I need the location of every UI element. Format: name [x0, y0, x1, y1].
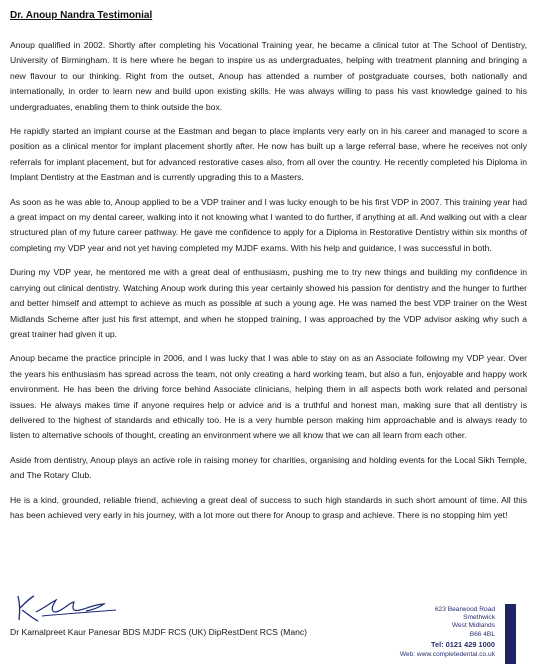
paragraph: As soon as he was able to, Anoup applied to be a VDP trainer and I was lucky enough to be his first VDP in 2007. This training year had a great impact on my dental career, walking into it not knowing what I wanted to do further, if anything at all. And walking out with a clear structured plan of my future career pathway. He gave me confidence to apply for a Diploma in Restorative Dentistry within six months of completing my VDP year and not yet having completed my MJDF exams. With his help and guidance, I was successful in both. — [10, 196, 527, 253]
paragraph: He is a kind, grounded, reliable friend, achieving a great deal of success to such high standards in such short amount of time. All this has been achieved very early in his journey, with a lot more out there for Anoup to grasp and achieve. There is no stopping him yet! — [10, 494, 527, 520]
address-line: B66 4BL — [469, 630, 495, 638]
paragraph: During my VDP year, he mentored me with a great deal of enthusiasm, pushing me to try new things and building my confidence in carrying out clinical dentistry. Watching Anoup work during this year certainly showed his passion for dentistry and the hunger to further and better himself and attempt to achieve as much as possible at such a young age. He was named the best VDP trainer on the West Midlands Scheme after just his first attempt, and when he stopped training, I was approached by the VDP advisor asking why such a great trainer had given it up. — [10, 267, 527, 339]
letter-body — [10, 38, 527, 532]
signatory-name: Dr Kamalpreet Kaur Panesar BDS MJDF RCS (UK) DipRestDent RCS (Manc) — [10, 627, 308, 637]
address-line: Smethwick — [463, 614, 495, 622]
brand-accent-bar — [505, 604, 516, 664]
paragraph: He rapidly started an implant course at the Eastman and began to place implants very early on in his career and managed to score a position as a clinical mentor for implant placement shortly after. He now has built up a large referral base, where he receives not only referrals for implant placement, but for advanced restorative cases also, from all over the country. He recently completed his Diploma in Implant Dentistry at the Eastman and is currently upgrading this to a Masters. — [10, 126, 527, 183]
paragraph: Anoup became the practice principle in 2006, and I was lucky that I was able to stay on as an Associate following my VDP year. Over the years his enthusiasm has spread across the team, not only creating a hard working team, but also a fun, enjoyable and happy work environment. He has been the driving force behind Associate clinicians, helping them in all aspects both work related and personal issues. He always makes time if anyone requires help or advice and is a truthful and honest man, making sure that all dentistry is delivered to the highest of standards and ethically too. He is a very humble person making him approachable and is always ready to listen to alternative schools of thought, creating an environment where we all know that we can all learn from each other. — [10, 353, 527, 441]
paragraph: Aside from dentistry, Anoup plays an active role in raising money for charities, organising and holding events for the Local Sikh Temple, and The Rotary Club. — [10, 454, 527, 481]
address-line: 623 Bearwood Road — [434, 606, 495, 613]
document-title: Dr. Anoup Nandra Testimonial — [10, 10, 153, 21]
address-line: West Midlands — [451, 622, 495, 630]
website: Web: www.completedental.co.uk — [399, 651, 495, 659]
handwritten-signature — [12, 590, 122, 624]
telephone: Tel: 0121 429 1000 — [431, 639, 495, 649]
paragraph: Anoup qualified in 2002. Shortly after completing his Vocational Training year, he became a clinical tutor at The School of Dentistry, University of Birmingham. It is here where he began to inspire us as undergraduates, helping with treatment planning and bringing a new flavour to our thinking. Right from the outset, Anoup has attended a number of postgraduate courses, both nationally and internationally, in order to learn new and build upon existing skills. He was always willing to pass his vast knowledge gained to his undergraduates, enabling them to think outside the box. — [10, 40, 527, 112]
practice-address — [400, 606, 495, 659]
